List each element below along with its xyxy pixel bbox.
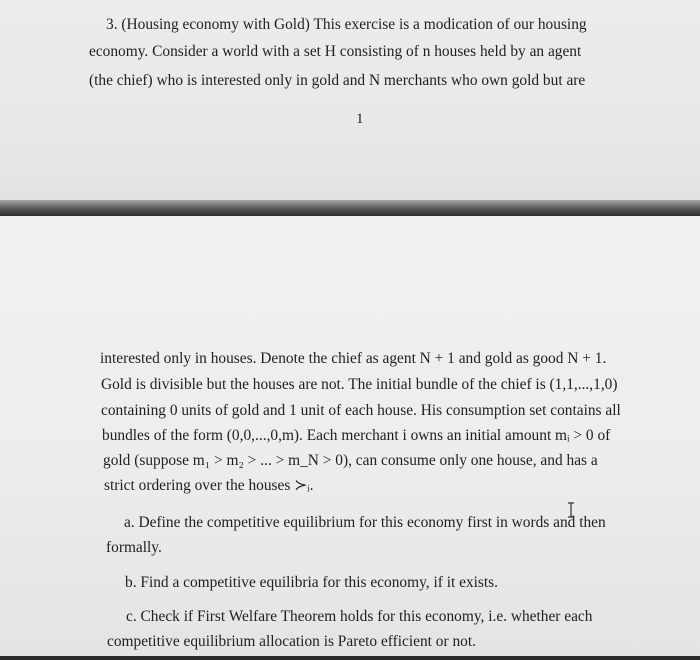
part-b-line: b. Find a competitive equilibria for this economy, if it exists. [125, 574, 499, 591]
paragraph-line-4: bundles of the form (0,0,...,0,m). Each merchant i owns an initial amount mᵢ > 0 of [102, 427, 611, 444]
bottom-edge [0, 656, 700, 660]
paragraph-line-6: strict ordering over the houses ≻ᵢ. [104, 477, 314, 494]
problem-text-line-2: economy. Consider a world with a set H consisting of n houses held by an agent [89, 43, 582, 60]
paragraph-line-5: gold (suppose m₁ > m₂ > ... > m_N > 0), can consume only one house, and has a [103, 452, 598, 469]
paragraph-line-2: Gold is divisible but the houses are not. The initial bundle of the chief is (1,1,...,1,0) [101, 376, 618, 393]
paragraph-line-3: containing 0 units of gold and 1 unit of each house. His consumption set contains all [101, 402, 621, 419]
part-a-line-2: formally. [106, 539, 162, 556]
page-number: 1 [356, 111, 364, 127]
part-a-line-1: a. Define the competitive equilibrium for this economy first in words and then [124, 514, 606, 531]
part-c-line-2: competitive equilibrium allocation is Pareto efficient or not. [107, 633, 476, 650]
top-page-fragment [0, 0, 700, 200]
text-cursor-icon [566, 502, 576, 518]
paragraph-line-1: interested only in houses. Denote the chief as agent N + 1 and gold as good N + 1. [100, 350, 607, 367]
part-c-line-1: c. Check if First Welfare Theorem holds for this economy, i.e. whether each [126, 608, 593, 625]
problem-heading-line: 3. (Housing economy with Gold) This exercise is a modication of our housing [106, 16, 587, 33]
problem-text-line-3: (the chief) who is interested only in gold and N merchants who own gold but are [89, 72, 586, 89]
page-gap [0, 200, 700, 216]
